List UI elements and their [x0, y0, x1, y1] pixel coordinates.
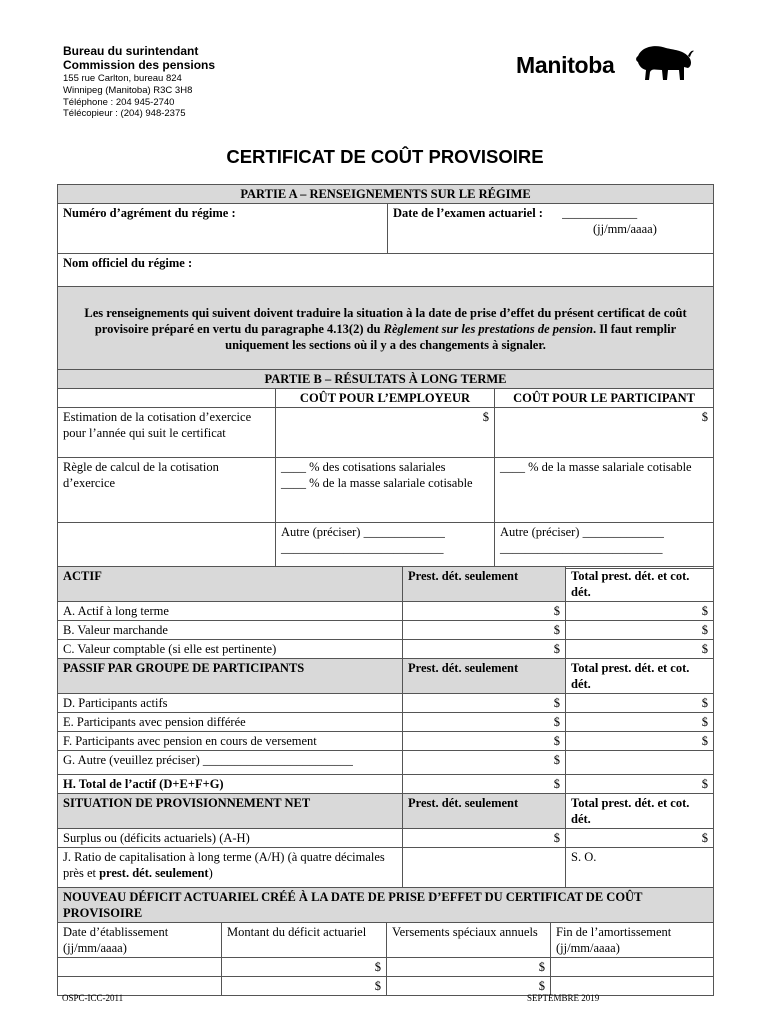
assets-heading: ACTIF [58, 567, 403, 602]
liability-g-db[interactable]: $ [403, 751, 566, 775]
participant-estimate-field[interactable]: $ [495, 408, 714, 458]
review-date-format: (jj/mm/aaaa) [593, 222, 657, 236]
review-date-field[interactable] [388, 204, 714, 254]
amortization-end-header: Fin de l’amortissement (jj/mm/aaaa) [551, 923, 714, 958]
deficit-date-1[interactable] [58, 958, 222, 977]
deficit-amount-1[interactable]: $ [222, 958, 387, 977]
org-name-1: Bureau du surintendant [63, 44, 199, 58]
deficit-amount-header: Montant du déficit actuariel [222, 923, 387, 958]
form-date: SEPTEMBRE 2019 [527, 993, 600, 1003]
liability-g-total[interactable] [566, 751, 714, 775]
new-deficit-section [57, 887, 714, 996]
asset-c-total[interactable]: $ [566, 640, 714, 659]
instructions-note: Les renseignements qui suivent doivent traduire la situation à la date de prise d’effet du présent certificat de coût provisoire préparé en vertu du paragraphe 4.13(2) du Règlement sur les prestations de pension. Il faut remplir uniquement les sections où il y a des changements à signaler. [58, 287, 714, 371]
employer-estimate-field[interactable]: $ [276, 408, 495, 458]
participant-rule-field[interactable] [495, 458, 714, 523]
asset-b-db[interactable]: $ [403, 621, 566, 640]
registration-number-label: Numéro d’agrément du régime : [58, 204, 388, 254]
surplus-total[interactable]: $ [566, 829, 714, 848]
current-service-estimate-label: Estimation de la cotisation d’exercice pour l’année qui suit le certificat [58, 408, 276, 458]
deficit-date-header: Date d’établissement (jj/mm/aaaa) [58, 923, 222, 958]
contribution-rule-label: Règle de calcul de la cotisation d’exercice [58, 458, 276, 523]
liability-row-g: G. Autre (veuillez préciser) ________________________ [58, 751, 403, 775]
asset-c-db[interactable]: $ [403, 640, 566, 659]
surplus-db[interactable]: $ [403, 829, 566, 848]
asset-row-b: B. Valeur marchande [58, 621, 403, 640]
part-b-section [57, 369, 714, 569]
asset-a-db[interactable]: $ [403, 602, 566, 621]
liability-row-e: E. Participants avec pension différée [58, 713, 403, 732]
funding-heading: SITUATION DE PROVISIONNEMENT NET [58, 794, 403, 829]
liability-f-total[interactable]: $ [566, 732, 714, 751]
logo-wordmark: Manitoba [516, 52, 615, 78]
plan-name-label: Nom officiel du régime : [58, 254, 714, 287]
liabilities-db-header: Prest. dét. seulement [403, 659, 566, 694]
financial-table [57, 566, 714, 898]
form-code: OSPC-ICC-2011 [62, 993, 124, 1003]
review-date-blank: ____________ [562, 206, 638, 220]
surplus-row: Surplus ou (déficits actuariels) (A-H) [58, 829, 403, 848]
new-deficit-heading: NOUVEAU DÉFICIT ACTUARIEL CRÉÉ À LA DATE DE PRISE D’EFFET DU CERTIFICAT DE COÛT PROVISOIRE [58, 888, 714, 923]
page-title: CERTIFICAT DE COÛT PROVISOIRE [226, 146, 544, 167]
fax-line: Télécopieur : (204) 948-2375 [63, 108, 186, 120]
amortization-end-1[interactable] [551, 958, 714, 977]
asset-b-total[interactable]: $ [566, 621, 714, 640]
liability-row-d: D. Participants actifs [58, 694, 403, 713]
asset-row-a: A. Actif à long terme [58, 602, 403, 621]
review-date-label: Date de l’examen actuariel : [393, 206, 543, 220]
employer-rule-field[interactable] [276, 458, 495, 523]
employer-rule-1: ____ % des cotisations salariales [281, 460, 446, 474]
sender-address [63, 44, 323, 120]
liability-d-db[interactable]: $ [403, 694, 566, 713]
part-b-heading: PARTIE B – RÉSULTATS À LONG TERME [58, 370, 714, 389]
liability-row-f: F. Participants avec pension en cours de versement [58, 732, 403, 751]
employer-cost-header: COÛT POUR L’EMPLOYEUR [276, 389, 495, 408]
liabilities-total-header: Total prest. dét. et cot. dét. [566, 659, 714, 694]
liability-e-db[interactable]: $ [403, 713, 566, 732]
bison-icon [634, 42, 694, 84]
liability-e-total[interactable]: $ [566, 713, 714, 732]
participant-cost-header: COÛT POUR LE PARTICIPANT [495, 389, 714, 408]
assets-db-header: Prest. dét. seulement [403, 567, 566, 602]
funding-ratio-na: S. O. [566, 848, 714, 898]
employer-other-field[interactable]: Autre (préciser) _____________ __________________________ [276, 523, 495, 569]
participant-rule-1: ____ % de la masse salariale cotisable [500, 460, 692, 474]
special-payment-2[interactable]: $ [387, 977, 551, 996]
liabilities-heading: PASSIF PAR GROUPE DE PARTICIPANTS [58, 659, 403, 694]
employer-rule-2: ____ % de la masse salariale cotisable [281, 476, 473, 490]
liability-total-h: H. Total de l’actif (D+E+F+G) [58, 775, 403, 794]
liability-f-db[interactable]: $ [403, 732, 566, 751]
liability-d-total[interactable]: $ [566, 694, 714, 713]
asset-row-c: C. Valeur comptable (si elle est pertinente) [58, 640, 403, 659]
assets-total-header: Total prest. dét. et cot. dét. [566, 567, 714, 602]
manitoba-logo [516, 42, 696, 84]
address-line-2: Winnipeg (Manitoba) R3C 3H8 [63, 84, 193, 96]
participant-other-field[interactable]: Autre (préciser) _____________ __________________________ [495, 523, 714, 569]
funding-db-header: Prest. dét. seulement [403, 794, 566, 829]
deficit-amount-2[interactable]: $ [222, 977, 387, 996]
part-a-heading: PARTIE A – RENSEIGNEMENTS SUR LE RÉGIME [58, 185, 714, 204]
phone-line: Téléphone : 204 945-2740 [63, 96, 175, 108]
liability-h-total[interactable]: $ [566, 775, 714, 794]
org-name-2: Commission des pensions [63, 58, 216, 73]
funding-total-header: Total prest. dét. et cot. dét. [566, 794, 714, 829]
special-payment-1[interactable]: $ [387, 958, 551, 977]
asset-a-total[interactable]: $ [566, 602, 714, 621]
funding-ratio-row: J. Ratio de capitalisation à long terme (A/H) (à quatre décimales près et prest. dét. seulement) [58, 848, 403, 898]
part-a-section [57, 184, 714, 371]
liability-h-db[interactable]: $ [403, 775, 566, 794]
special-payments-header: Versements spéciaux annuels [387, 923, 551, 958]
address-line-1: 155 rue Carlton, bureau 824 [63, 72, 182, 84]
